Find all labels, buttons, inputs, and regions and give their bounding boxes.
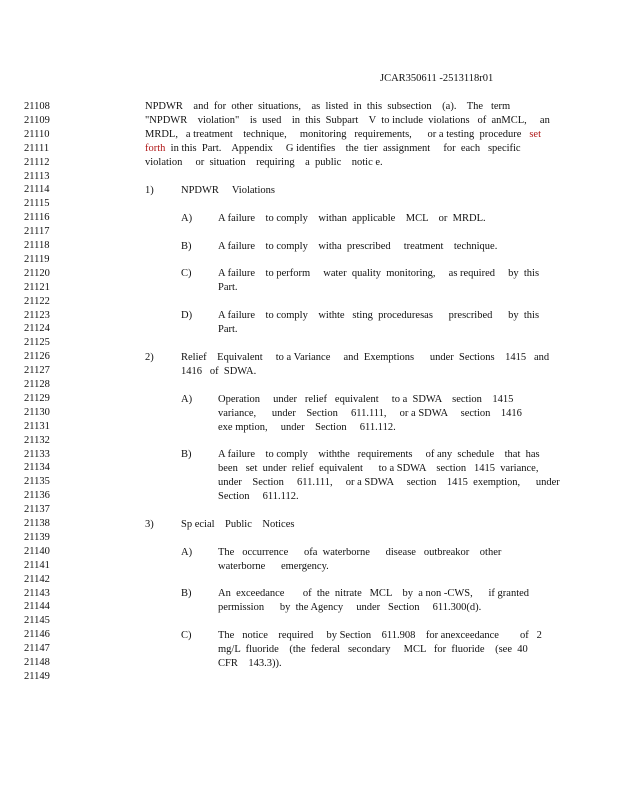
line-number: 21137 [24,504,50,516]
line-number: 21144 [24,601,50,613]
line-number: 21123 [24,309,50,321]
item-text: under Section 611.111, or a SDWA section 1415 exemption, under [218,477,560,488]
line-number: 21111 [24,142,50,154]
section-title: NPDWR Violations [181,185,275,196]
line-number: 21114 [24,184,50,196]
item-text: permission by the Agency under Section 611.300(d). [218,602,482,613]
item-text: variance, under Section 611.111, or a SDWA section 1416 [218,408,522,419]
line-number: 21113 [24,170,50,182]
line-number: 21143 [24,587,50,599]
item-text: Part. [218,282,238,293]
line-number: 21147 [24,643,50,655]
line-number: 21146 [24,629,50,641]
inserted-text: set [529,129,541,140]
item-label: A) [181,547,193,558]
line-number: 21112 [24,156,50,168]
line-number: 21110 [24,128,50,140]
item-text: CFR 143.3)). [218,658,282,669]
line-number: 21134 [24,462,50,474]
intro-line-3-text: MRDL, a treatment technique, monitoring requirements, or a testing procedure [145,129,530,140]
line-number: 21140 [24,545,50,557]
line-number: 21115 [24,198,50,210]
line-number: 21132 [24,434,50,446]
section-title: Relief Equivalent to a Variance and Exemptions under Sections 1415 and [181,352,550,363]
section-number: 3) [145,519,154,530]
line-number: 21121 [24,281,50,293]
section-number: 1) [145,185,154,196]
line-number: 21109 [24,114,50,126]
item-label: C) [181,630,192,641]
inserted-text: forth [145,143,166,154]
item-text: A failure to comply withthe requirements of any schedule that has [218,449,540,460]
intro-line-1: NPDWR and for other situations, as listed in this subsection (a). The term [145,101,511,112]
item-text: waterborne emergency. [218,561,329,572]
item-label: C) [181,268,192,279]
line-number: 21126 [24,351,50,363]
line-number: 21138 [24,518,50,529]
line-number: 21136 [24,490,50,502]
item-text: mg/L fluoride (the federal secondary MCL for fluoride (see 40 [218,644,528,655]
line-number: 21131 [24,420,50,432]
line-number: 21124 [24,323,50,335]
line-number: 21120 [24,267,50,279]
item-text: An exceedance of the nitrate MCL by a non -CWS, if granted [218,588,530,599]
item-label: B) [181,449,192,460]
document-id-header: JCAR350611 -2513118r01 [380,73,494,84]
intro-line-4-text: in this Part. Appendix G identifies the tier assignment for each specific [165,143,521,154]
item-text: The occurrence ofa waterborne disease outbreakor other [218,547,502,558]
line-number: 21142 [24,573,50,585]
line-number: 21122 [24,295,50,307]
line-number: 21135 [24,476,50,488]
item-label: A) [181,394,193,405]
section-title: 1416 of SDWA. [181,366,257,377]
line-number: 21108 [24,101,50,112]
item-text: Operation under relief equivalent to a SDWA section 1415 [218,394,514,405]
intro-line-3 [145,128,541,142]
item-label: B) [181,241,192,252]
line-number: 21125 [24,337,50,349]
line-number: 21118 [24,240,50,251]
section-number: 2) [145,352,154,363]
line-number: 21149 [24,670,50,682]
line-number: 21145 [24,615,50,627]
line-number: 21129 [24,392,50,404]
line-number: 21119 [24,253,50,265]
line-number: 21127 [24,365,50,377]
intro-line-2: "NPDWR violation" is used in this Subpart V to include violations of anMCL, an [145,115,550,126]
line-number: 21130 [24,406,50,418]
line-number: 21141 [24,559,50,571]
item-label: A) [181,213,193,224]
line-number: 21116 [24,212,50,224]
intro-line-5: violation or situation requiring a public notic e. [145,157,383,168]
line-number: 21133 [24,448,50,460]
line-number: 21128 [24,379,50,390]
item-text: A failure to perform water quality monitoring, as required by this [218,268,540,279]
item-label: D) [181,310,193,321]
item-text: Section 611.112. [218,491,299,502]
intro-line-4 [145,142,521,156]
item-text: The notice required by Section 611.908 for anexceedance of 2 [218,630,542,641]
item-text: A failure to comply withan applicable MCL or MRDL. [218,213,486,224]
line-number: 21117 [24,226,50,238]
line-number: 21148 [24,657,50,668]
item-label: B) [181,588,192,599]
item-text: exe mption, under Section 611.112. [218,422,396,433]
item-text: been set under relief equivalent to a SDWA section 1415 variance, [218,463,539,474]
item-text: A failure to comply withte sting proceduresas prescribed by this [218,310,540,321]
item-text: Part. [218,324,238,335]
item-text: A failure to comply witha prescribed treatment technique. [218,241,498,252]
section-title: Sp ecial Public Notices [181,519,295,530]
line-number: 21139 [24,531,50,543]
